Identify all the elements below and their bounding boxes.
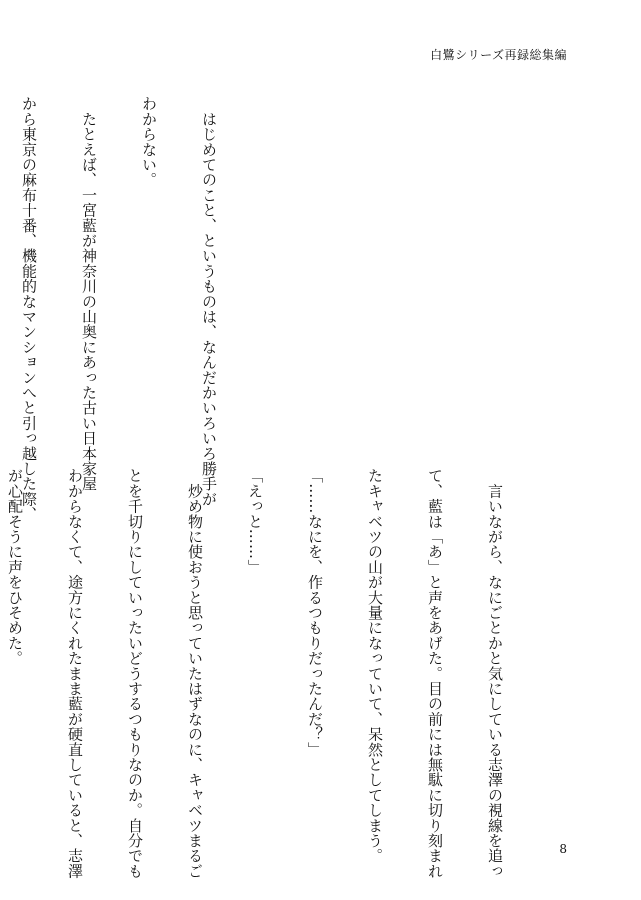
text-line: はじめてのこと、というものは、なんだかいろいろ勝手が (200, 96, 218, 507)
text-line: とを千切りにしていったいどうするつもりなのか。自分でも (126, 468, 144, 879)
text-line: 炒め物に使おうと思っていたはずなのに、キャベツまるご (186, 468, 204, 879)
text-line: たとえば、一宮藍が神奈川の山奥にあった古い日本家屋 (80, 96, 98, 492)
running-header-title: 白鷺シリーズ再録総集編 (430, 48, 567, 62)
text-line: 「えっと……」 (246, 468, 264, 575)
text-line: たキャベツの山が大量になっていて、呆然としてしまう。 (366, 468, 384, 864)
lower-text-block (6, 468, 545, 879)
upper-text-block (20, 96, 259, 522)
text-line: 言いながら、なにごとかと気にしている志澤の視線を追っ (486, 468, 504, 879)
text-line: わからなくて、途方にくれたまま藍が硬直していると、志澤 (66, 468, 84, 879)
page-number: 8 (559, 842, 567, 856)
text-line: が心配そうに声をひそめた。 (6, 468, 24, 666)
text-line: 「……なにを、作るつもりだったんだ？」 (306, 468, 324, 757)
text-line: わからない。 (140, 96, 158, 188)
text-line: て、藍は「あ」と声をあげた。目の前には無駄に切り刻まれ (426, 468, 444, 879)
text-line: から東京の麻布十番、機能的なマンションへと引っ越した際、 (20, 96, 38, 522)
